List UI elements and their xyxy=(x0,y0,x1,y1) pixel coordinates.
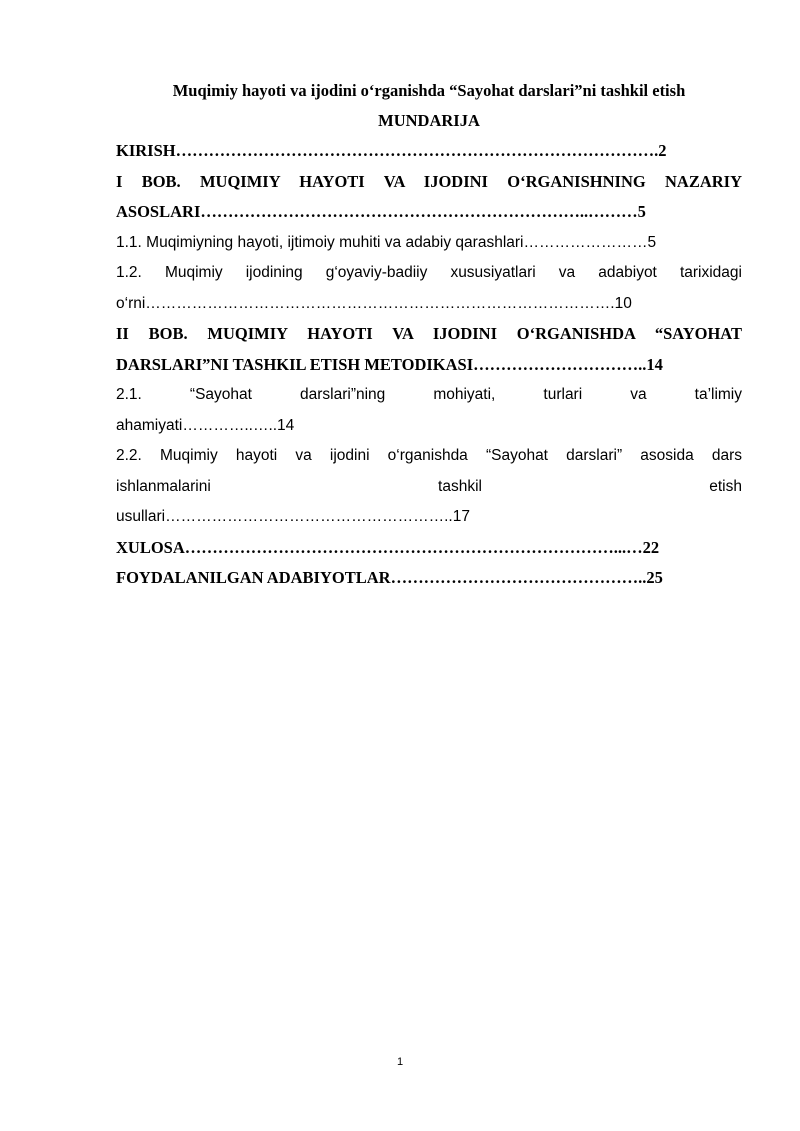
page-number: 1 xyxy=(396,1056,404,1068)
document-title: Muqimiy hayoti va ijodini o‘rganishda “Sayohat darslari”ni tashkil etish xyxy=(172,81,686,100)
toc-entry-chapter-1[interactable] xyxy=(116,167,742,228)
toc-entry-chapter-1-line-1: I BOB. MUQIMIY HAYOTI VA IJODINI O‘RGANISHNING NAZARIY xyxy=(116,171,742,191)
toc-entry-section-2-1[interactable] xyxy=(116,380,742,441)
toc-entry-section-2-2-line-3: usullari………………………………………………..17 xyxy=(116,508,470,525)
toc-entry-section-1-2-line-1: 1.2. Muqimiy ijodining g‘oyaviy-badiiy xususiyatlari va adabiyot tarixidagi xyxy=(116,264,742,281)
toc-entry-section-2-1-line-2: ahamiyati…………..…..14 xyxy=(116,416,295,434)
toc-entry-section-2-2-line-2: ishlanmalarini tashkil etish xyxy=(116,477,742,495)
toc-entry-adabiyotlar[interactable]: FOYDALANILGAN ADABIYOTLAR………………………………………..25 xyxy=(116,568,663,587)
toc-entry-xulosa[interactable]: XULOSA……………………………………………………………………...…22 xyxy=(116,537,660,557)
toc-entry-kirish[interactable]: KIRISH…………………………………………………………………………….2 xyxy=(116,141,667,160)
toc-heading: MUNDARIJA xyxy=(378,111,480,130)
toc-entry-section-1-2[interactable] xyxy=(116,258,742,319)
toc-entry-section-2-1-line-1: 2.1. “Sayohat darslari”ning mohiyati, turlari va ta’limiy xyxy=(116,386,742,403)
document-content xyxy=(116,76,742,594)
toc-entry-chapter-2-line-2: DARSLARI”NI TASHKIL ETISH METODIKASI…………………………..14 xyxy=(116,354,663,374)
toc-entry-chapter-2-line-1: II BOB. MUQIMIY HAYOTI VA IJODINI O‘RGANISHDA “SAYOHAT xyxy=(116,324,742,343)
toc-entry-chapter-2[interactable] xyxy=(116,319,742,380)
toc-entry-chapter-1-line-2: ASOSLARI……………………………………………………………..………5 xyxy=(116,202,646,221)
toc-entry-section-1-2-line-2: o‘rni……………………………………………………………………………….10 xyxy=(116,294,632,312)
toc-entry-section-2-2-line-1: 2.2. Muqimiy hayoti va ijodini o‘rganishda “Sayohat darslari” asosida dars xyxy=(116,447,742,464)
toc-entry-section-2-2[interactable] xyxy=(116,441,742,533)
toc-entry-section-1-1[interactable]: 1.1. Muqimiyning hayoti, ijtimoiy muhiti va adabiy qarashlari……………………5 xyxy=(116,233,657,251)
